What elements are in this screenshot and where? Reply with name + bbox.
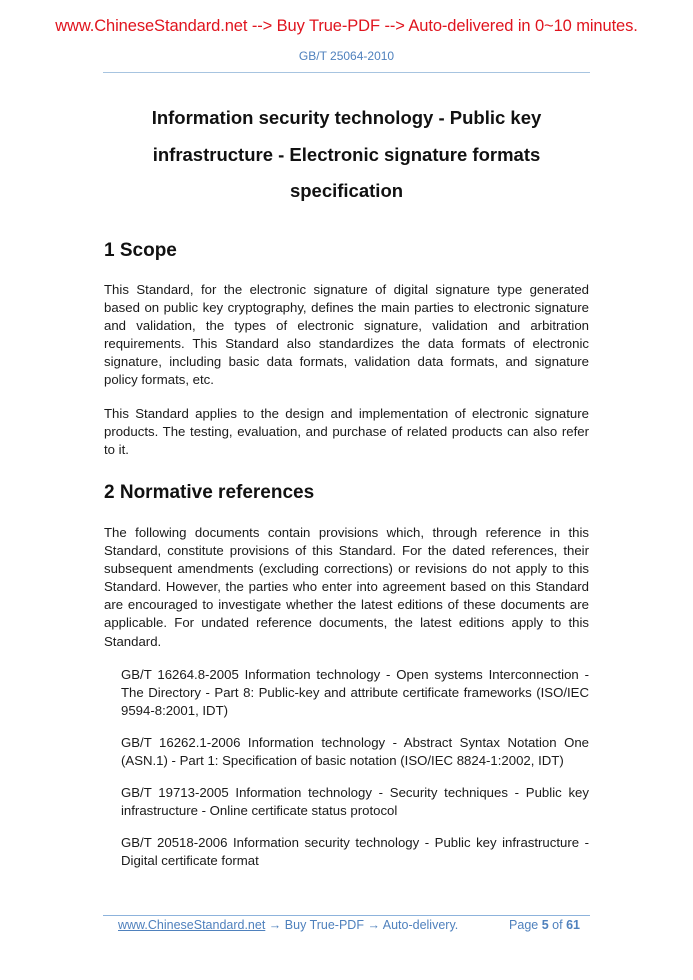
title-line: infrastructure - Electronic signature formats xyxy=(152,143,541,165)
page-indicator xyxy=(509,918,580,932)
page-total: 61 xyxy=(566,918,580,932)
page-footer xyxy=(118,918,580,932)
section-heading-scope: 1 Scope xyxy=(104,240,177,261)
footer-site-link[interactable]: www.ChineseStandard.net xyxy=(118,918,266,932)
reference-item: GB/T 16262.1-2006 Information technology - Abstract Syntax Notation One (ASN.1) - Part 1: Specification of basic notation (ISO/IEC 8824-1:2002, IDT) xyxy=(121,735,589,769)
arrow-right-icon: → xyxy=(268,918,282,932)
scope-paragraph: This Standard, for the electronic signature of digital signature type generated based on public key cryptography, defines the main parties to electronic signature and validation, the types of electronic signature, validation and arbitration requirements. This Standard also standardizes the data formats of electronic signature, including basic data formats, validation data formats, and signature policy formats, etc. xyxy=(104,282,589,388)
header-divider xyxy=(103,72,590,73)
reference-item: GB/T 16264.8-2005 Information technology - Open systems Interconnection - The Directory - Part 8: Public-key and attribute certificate frameworks (ISO/IEC 9594-8:2001, IDT) xyxy=(121,667,589,719)
page-label: Page xyxy=(509,918,539,932)
section-heading-normative-references: 2 Normative references xyxy=(104,482,315,503)
page-current: 5 xyxy=(541,918,549,932)
footer-divider xyxy=(103,915,590,916)
reference-item: GB/T 20518-2006 Information security technology - Public key infrastructure - Digital certificate format xyxy=(121,835,589,869)
title-line: Information security technology - Public key xyxy=(151,107,542,128)
footer-buy-text: Buy True-PDF xyxy=(284,918,364,932)
promo-banner[interactable]: www.ChineseStandard.net --> Buy True-PDF --> Auto-delivered in 0~10 minutes. xyxy=(55,17,638,35)
document-title xyxy=(103,100,590,210)
footer-delivery-text: Auto-delivery. xyxy=(382,918,459,932)
title-line: specification xyxy=(289,180,404,201)
reference-item: GB/T 19713-2005 Information technology - Security techniques - Public key infrastructure - Online certificate status protocol xyxy=(121,785,589,819)
references-paragraph: The following documents contain provisions which, through reference in this Standard, constitute provisions of this Standard. For the dated references, their subsequent amendments (excluding corrections) or revisions do not apply to this Standard. However, the parties who enter into agreement based on this Standard are encouraged to investigate whether the latest editions of these documents are applicable. For undated reference documents, the latest editions apply to this Standard. xyxy=(104,525,589,649)
page-of: of xyxy=(552,918,563,932)
scope-paragraph: This Standard applies to the design and implementation of electronic signature products. The testing, evaluation, and purchase of related products can also refer to it. xyxy=(104,406,589,458)
arrow-right-icon: → xyxy=(367,918,380,932)
standard-code: GB/T 25064-2010 xyxy=(298,49,395,63)
